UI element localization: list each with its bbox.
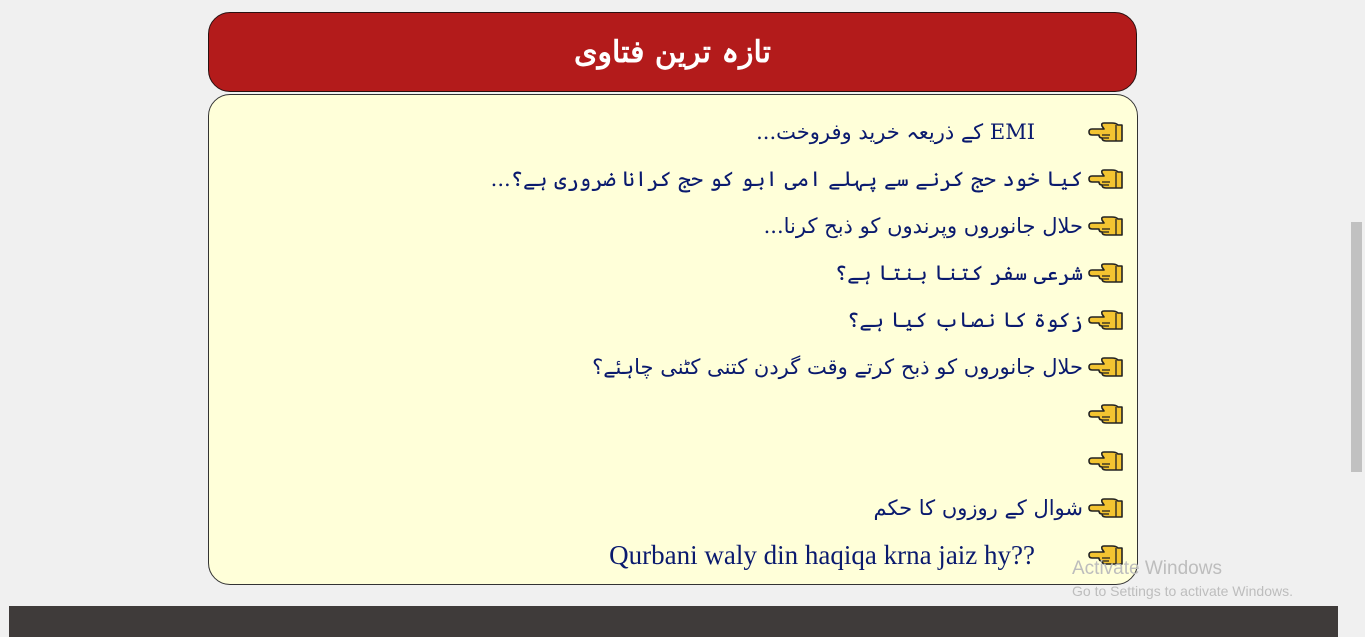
pointing-hand-icon xyxy=(1087,400,1125,428)
pointing-hand-icon xyxy=(1087,212,1125,240)
activate-windows-watermark xyxy=(1072,558,1293,599)
pointing-hand-icon xyxy=(1087,165,1125,193)
list-item xyxy=(209,394,1125,434)
pointing-hand-icon xyxy=(1087,447,1125,475)
panel-title: تازہ ترین فتاوی xyxy=(573,34,772,70)
pointing-hand-icon xyxy=(1087,494,1125,522)
pointing-hand-icon xyxy=(1087,259,1125,287)
latest-fatawa-header xyxy=(208,12,1137,92)
list-item xyxy=(209,535,1125,575)
footer-bar xyxy=(9,606,1338,637)
list-item xyxy=(209,300,1125,340)
list-item xyxy=(209,347,1125,387)
fatwa-link[interactable]: کیا خود حج کرنے سے پہلے امی ابو کو حج کرانا ضروری ہے؟... xyxy=(490,167,1083,191)
list-item xyxy=(209,488,1125,528)
fatwa-link[interactable]: EMI کے ذریعہ خرید وفروخت... xyxy=(756,120,1035,144)
watermark-title: Activate Windows xyxy=(1072,558,1222,579)
scrollbar-thumb[interactable] xyxy=(1351,222,1362,472)
list-item xyxy=(209,159,1125,199)
fatwa-link[interactable]: زکوۃ کا نصاب کیا ہے؟ xyxy=(847,308,1083,332)
fatwa-link[interactable]: Qurbani waly din haqiqa krna jaiz hy?? xyxy=(609,539,1035,570)
fatwa-link[interactable]: حلال جانوروں وپرندوں کو ذبح کرنا... xyxy=(763,214,1083,238)
list-item xyxy=(209,253,1125,293)
pointing-hand-icon xyxy=(1087,353,1125,381)
list-item xyxy=(209,206,1125,246)
watermark-subtitle: Go to Settings to activate Windows. xyxy=(1072,583,1293,599)
latest-fatawa-panel xyxy=(208,94,1138,585)
fatwa-link[interactable]: حلال جانوروں کو ذبح کرتے وقت گردن کتنی کٹنی چاہئے؟ xyxy=(592,355,1083,379)
list-item xyxy=(209,441,1125,481)
fatwa-link[interactable]: شرعی سفر کتنا بنتا ہے؟ xyxy=(834,261,1083,285)
pointing-hand-icon xyxy=(1087,306,1125,334)
list-item xyxy=(209,112,1125,152)
pointing-hand-icon xyxy=(1087,118,1125,146)
fatwa-link[interactable]: شوال کے روزوں کا حکم xyxy=(873,496,1083,520)
